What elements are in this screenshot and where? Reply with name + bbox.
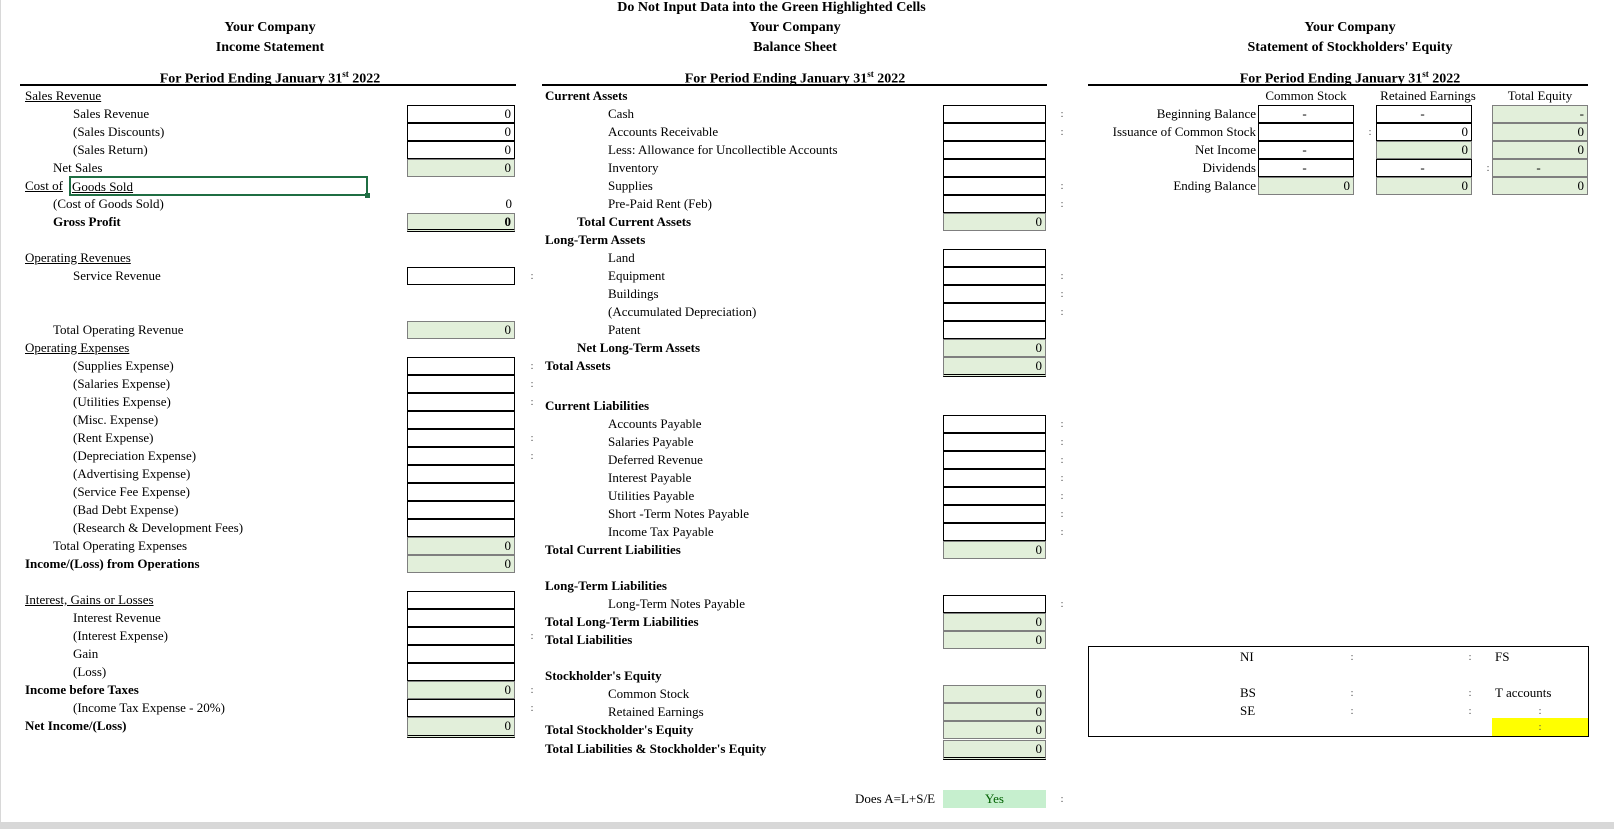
expense-label: (Depreciation Expense) <box>73 448 197 463</box>
income-title: Income Statement <box>215 40 325 55</box>
input-notice: Do Not Input Data into the Green Highlighted Cells <box>617 0 926 15</box>
expense-cell[interactable] <box>407 357 515 375</box>
liability-label: Income Tax Payable <box>608 524 714 539</box>
operating-expenses-header: Operating Expenses <box>25 340 130 355</box>
equity-company: Your Company <box>1304 20 1396 35</box>
legend-bs: BS <box>1240 685 1256 700</box>
lta-cell[interactable] <box>943 321 1046 339</box>
equity-re-cell[interactable]: - <box>1376 159 1472 177</box>
total-assets-cell: 0 <box>943 357 1046 377</box>
asset-label: Inventory <box>608 160 659 175</box>
equity-row-label: Issuance of Common Stock <box>1112 124 1256 139</box>
legend-fs: FS <box>1495 649 1510 664</box>
total-liabilities-cell: 0 <box>943 631 1046 649</box>
balance-title: Balance Sheet <box>753 40 837 55</box>
cell-marker: : <box>1060 472 1064 484</box>
total-operating-expenses-label: Total Operating Expenses <box>53 538 188 553</box>
equity-te-cell: - <box>1492 159 1588 177</box>
long-term-notes-cell[interactable] <box>943 595 1046 613</box>
liability-label: Salaries Payable <box>608 434 694 449</box>
lta-label: Equipment <box>608 268 666 283</box>
lta-label: Land <box>608 250 635 265</box>
cell-marker: : <box>1060 288 1064 300</box>
total-operating-revenue-cell: 0 <box>407 321 515 339</box>
income-header-rule <box>20 84 516 86</box>
income-from-operations-cell: 0 <box>407 555 515 573</box>
interest-expense-label: (Interest Expense) <box>73 628 168 643</box>
expense-label: (Rent Expense) <box>73 430 154 445</box>
liability-cell[interactable] <box>943 523 1046 541</box>
expense-label: (Advertising Expense) <box>73 466 191 481</box>
cell-marker: : <box>1060 418 1064 430</box>
asset-cell[interactable] <box>943 141 1046 159</box>
equity-te-cell: 0 <box>1492 141 1588 159</box>
selected-cell[interactable] <box>69 176 368 196</box>
net-income-label: Net Income/(Loss) <box>25 718 127 733</box>
stockholders-equity-header: Stockholder's Equity <box>545 668 662 683</box>
expense-cell[interactable] <box>407 411 515 429</box>
interest-gains-losses-header: Interest, Gains or Losses <box>25 592 154 607</box>
equity-te-cell: 0 <box>1492 177 1588 195</box>
service-revenue-cell[interactable] <box>407 267 515 285</box>
total-operating-revenue-label: Total Operating Revenue <box>53 322 184 337</box>
cell-marker: : <box>1538 705 1542 717</box>
liability-cell[interactable] <box>943 487 1046 505</box>
cell-marker: : <box>1060 180 1064 192</box>
net-sales-label: Net Sales <box>53 160 103 175</box>
current-liabilities-header: Current Liabilities <box>545 398 650 413</box>
lta-cell[interactable] <box>943 303 1046 321</box>
asset-cell[interactable] <box>943 105 1046 123</box>
lta-label: Patent <box>608 322 641 337</box>
income-period: For Period Ending January 31st 2022 <box>159 69 381 87</box>
total-se-label: Total Stockholder's Equity <box>545 722 694 737</box>
liability-label: Interest Payable <box>608 470 692 485</box>
legend-ni: NI <box>1240 649 1254 664</box>
gross-profit-label: Gross Profit <box>53 214 121 229</box>
total-lse-label: Total Liabilities & Stockholder's Equity <box>545 741 767 756</box>
expense-cell[interactable] <box>407 519 515 537</box>
gross-profit-cell: 0 <box>407 213 515 232</box>
lta-label: (Accumulated Depreciation) <box>608 304 757 319</box>
cell-marker: : <box>1060 126 1064 138</box>
legend-t-accounts: T accounts <box>1495 685 1552 700</box>
expense-label: (Salaries Expense) <box>73 376 171 391</box>
selected-cell-text: Goods Sold <box>72 179 134 194</box>
cell-marker: : <box>1060 598 1064 610</box>
liability-label: Utilities Payable <box>608 488 695 503</box>
equity-te-cell: - <box>1492 105 1588 123</box>
asset-label: Cash <box>608 106 634 121</box>
expense-cell[interactable] <box>407 429 515 447</box>
liability-cell[interactable] <box>943 451 1046 469</box>
equity-header-rule <box>1088 84 1588 86</box>
net-long-term-assets-cell: 0 <box>943 339 1046 357</box>
total-liabilities-label: Total Liabilities <box>545 632 633 647</box>
cell-marker: : <box>530 270 534 282</box>
bottom-edge <box>0 822 1614 829</box>
long-term-assets-header: Long-Term Assets <box>545 232 646 247</box>
cogs-value: 0 <box>505 196 512 211</box>
liability-cell[interactable] <box>943 433 1046 451</box>
expense-label: (Utilities Expense) <box>73 394 171 409</box>
liability-cell[interactable] <box>943 469 1046 487</box>
cell-marker: : <box>1368 126 1372 138</box>
legend-se: SE <box>1240 703 1256 718</box>
sales-return-label: (Sales Return) <box>73 142 148 157</box>
liability-cell[interactable] <box>943 415 1046 433</box>
col-total-equity: Total Equity <box>1507 88 1573 103</box>
expense-label: (Service Fee Expense) <box>73 484 190 499</box>
lta-label: Buildings <box>608 286 659 301</box>
equity-cs-cell[interactable]: - <box>1258 141 1354 159</box>
cell-marker: : <box>530 432 534 444</box>
retained-earnings-label: Retained Earnings <box>608 704 704 719</box>
liability-label: Short -Term Notes Payable <box>608 506 749 521</box>
cell-marker: : <box>1350 705 1354 717</box>
sales-discounts-cell[interactable]: 0 <box>407 123 515 141</box>
gain-label: Gain <box>73 646 99 661</box>
liability-label: Deferred Revenue <box>608 452 703 467</box>
expense-cell[interactable] <box>407 447 515 465</box>
cell-marker: : <box>1468 651 1472 663</box>
cell-marker: : <box>1468 687 1472 699</box>
equity-re-cell[interactable]: - <box>1376 105 1472 123</box>
balance-header-rule <box>542 84 1047 86</box>
balance-check-label: Does A=L+S/E <box>855 791 936 806</box>
col-retained-earnings: Retained Earnings <box>1380 88 1476 103</box>
total-current-assets-label: Total Current Assets <box>577 214 692 229</box>
asset-cell[interactable] <box>943 177 1046 195</box>
sales-revenue-label: Sales Revenue <box>73 106 150 121</box>
equity-row-label: Ending Balance <box>1173 178 1256 193</box>
equity-title: Statement of Stockholders' Equity <box>1247 40 1453 55</box>
equity-cs-cell[interactable]: - <box>1258 105 1354 123</box>
common-stock-label: Common Stock <box>608 686 690 701</box>
gain-cell[interactable] <box>407 645 515 663</box>
expense-label: (Supplies Expense) <box>73 358 174 373</box>
sales-revenue-header: Sales Revenue <box>25 88 102 103</box>
total-lse-cell: 0 <box>943 740 1046 760</box>
cell-marker: : <box>1538 721 1542 733</box>
equity-row-label: Dividends <box>1202 160 1256 175</box>
balance-company: Your Company <box>749 20 841 35</box>
liability-cell[interactable] <box>943 505 1046 523</box>
total-long-term-liabilities-cell: 0 <box>943 613 1046 631</box>
cell-marker: : <box>1060 490 1064 502</box>
net-long-term-assets-label: Net Long-Term Assets <box>577 340 701 355</box>
expense-label: (Research & Development Fees) <box>73 520 244 535</box>
cell-marker: : <box>1060 198 1064 210</box>
long-term-notes-label: Long-Term Notes Payable <box>608 596 745 611</box>
cell-marker: : <box>1060 306 1064 318</box>
sales-return-cell[interactable]: 0 <box>407 141 515 159</box>
service-revenue-label: Service Revenue <box>73 268 161 283</box>
cell-marker: : <box>1486 162 1490 174</box>
total-se-cell: 0 <box>943 721 1046 739</box>
income-company: Your Company <box>224 20 316 35</box>
cell-marker: : <box>1060 436 1064 448</box>
cell-marker: : <box>530 360 534 372</box>
asset-cell[interactable] <box>943 159 1046 177</box>
cell-marker: : <box>530 378 534 390</box>
asset-cell[interactable] <box>943 195 1046 213</box>
loss-cell[interactable] <box>407 663 515 681</box>
cell-marker: : <box>530 684 534 696</box>
liability-label: Accounts Payable <box>608 416 702 431</box>
asset-label: Less: Allowance for Uncollectible Accounts <box>608 142 838 157</box>
expense-cell[interactable] <box>407 501 515 519</box>
income-from-operations-label: Income/(Loss) from Operations <box>25 556 200 571</box>
income-before-taxes-cell: 0 <box>407 681 515 699</box>
equity-cs-cell[interactable]: - <box>1258 159 1354 177</box>
net-sales-cell: 0 <box>407 159 515 177</box>
interest-expense-cell[interactable] <box>407 627 515 645</box>
total-long-term-liabilities-label: Total Long-Term Liabilities <box>545 614 699 629</box>
asset-label: Accounts Receivable <box>608 124 719 139</box>
igl-cell[interactable] <box>407 591 515 609</box>
cell-marker: : <box>530 396 534 408</box>
total-assets-label: Total Assets <box>545 358 611 373</box>
cell-marker: : <box>1350 687 1354 699</box>
equity-re-cell: 0 <box>1376 177 1472 195</box>
expense-cell[interactable] <box>407 375 515 393</box>
equity-re-cell[interactable]: 0 <box>1376 123 1472 141</box>
lta-cell[interactable] <box>943 285 1046 303</box>
common-stock-cell: 0 <box>943 685 1046 703</box>
left-edge <box>0 0 1 829</box>
cell-marker: : <box>1060 108 1064 120</box>
net-income-cell: 0 <box>407 717 515 738</box>
long-term-liabilities-header: Long-Term Liabilities <box>545 578 667 593</box>
balance-check-value: Yes <box>943 790 1046 808</box>
expense-label: (Bad Debt Expense) <box>73 502 179 517</box>
expense-cell[interactable] <box>407 465 515 483</box>
equity-period: For Period Ending January 31st 2022 <box>1239 69 1461 87</box>
income-before-taxes-label: Income before Taxes <box>25 682 139 697</box>
col-common-stock: Common Stock <box>1265 88 1347 103</box>
income-tax-cell[interactable] <box>407 699 515 717</box>
equity-cs-cell: 0 <box>1258 177 1354 195</box>
cell-marker: : <box>1060 793 1064 805</box>
cell-marker: : <box>530 702 534 714</box>
asset-label: Supplies <box>608 178 653 193</box>
total-operating-expenses-cell: 0 <box>407 537 515 555</box>
loss-label: (Loss) <box>73 664 107 679</box>
total-current-liabilities-cell: 0 <box>943 541 1046 559</box>
interest-revenue-cell[interactable] <box>407 609 515 627</box>
cell-marker: : <box>1468 705 1472 717</box>
expense-cell[interactable] <box>407 393 515 411</box>
equity-row-label: Net Income <box>1194 142 1256 157</box>
lta-cell[interactable] <box>943 267 1046 285</box>
expense-label: (Misc. Expense) <box>73 412 159 427</box>
asset-label: Pre-Paid Rent (Feb) <box>608 196 712 211</box>
current-assets-header: Current Assets <box>545 88 628 103</box>
equity-te-cell: 0 <box>1492 123 1588 141</box>
cell-marker: : <box>530 450 534 462</box>
balance-period: For Period Ending January 31st 2022 <box>684 69 906 87</box>
cogs-label: (Cost of Goods Sold) <box>53 196 164 211</box>
expense-cell[interactable] <box>407 483 515 501</box>
lta-cell[interactable] <box>943 249 1046 267</box>
interest-revenue-label: Interest Revenue <box>73 610 161 625</box>
sales-discounts-label: (Sales Discounts) <box>73 124 165 139</box>
cell-marker: : <box>1060 270 1064 282</box>
cell-marker: : <box>1350 651 1354 663</box>
equity-row-label: Beginning Balance <box>1156 106 1256 121</box>
cell-marker: : <box>1060 526 1064 538</box>
equity-cs-cell[interactable] <box>1258 123 1354 141</box>
total-current-liabilities-label: Total Current Liabilities <box>545 542 681 557</box>
equity-re-cell: 0 <box>1376 141 1472 159</box>
total-current-assets-cell: 0 <box>943 213 1046 231</box>
cell-marker: : <box>1060 454 1064 466</box>
cogs-header: Cost of <box>25 178 63 193</box>
sales-revenue-cell[interactable]: 0 <box>407 105 515 123</box>
retained-earnings-cell: 0 <box>943 703 1046 721</box>
cell-marker: : <box>530 630 534 642</box>
income-tax-label: (Income Tax Expense - 20%) <box>73 700 225 715</box>
asset-cell[interactable] <box>943 123 1046 141</box>
cell-marker: : <box>1060 508 1064 520</box>
operating-revenues-header: Operating Revenues <box>25 250 131 265</box>
